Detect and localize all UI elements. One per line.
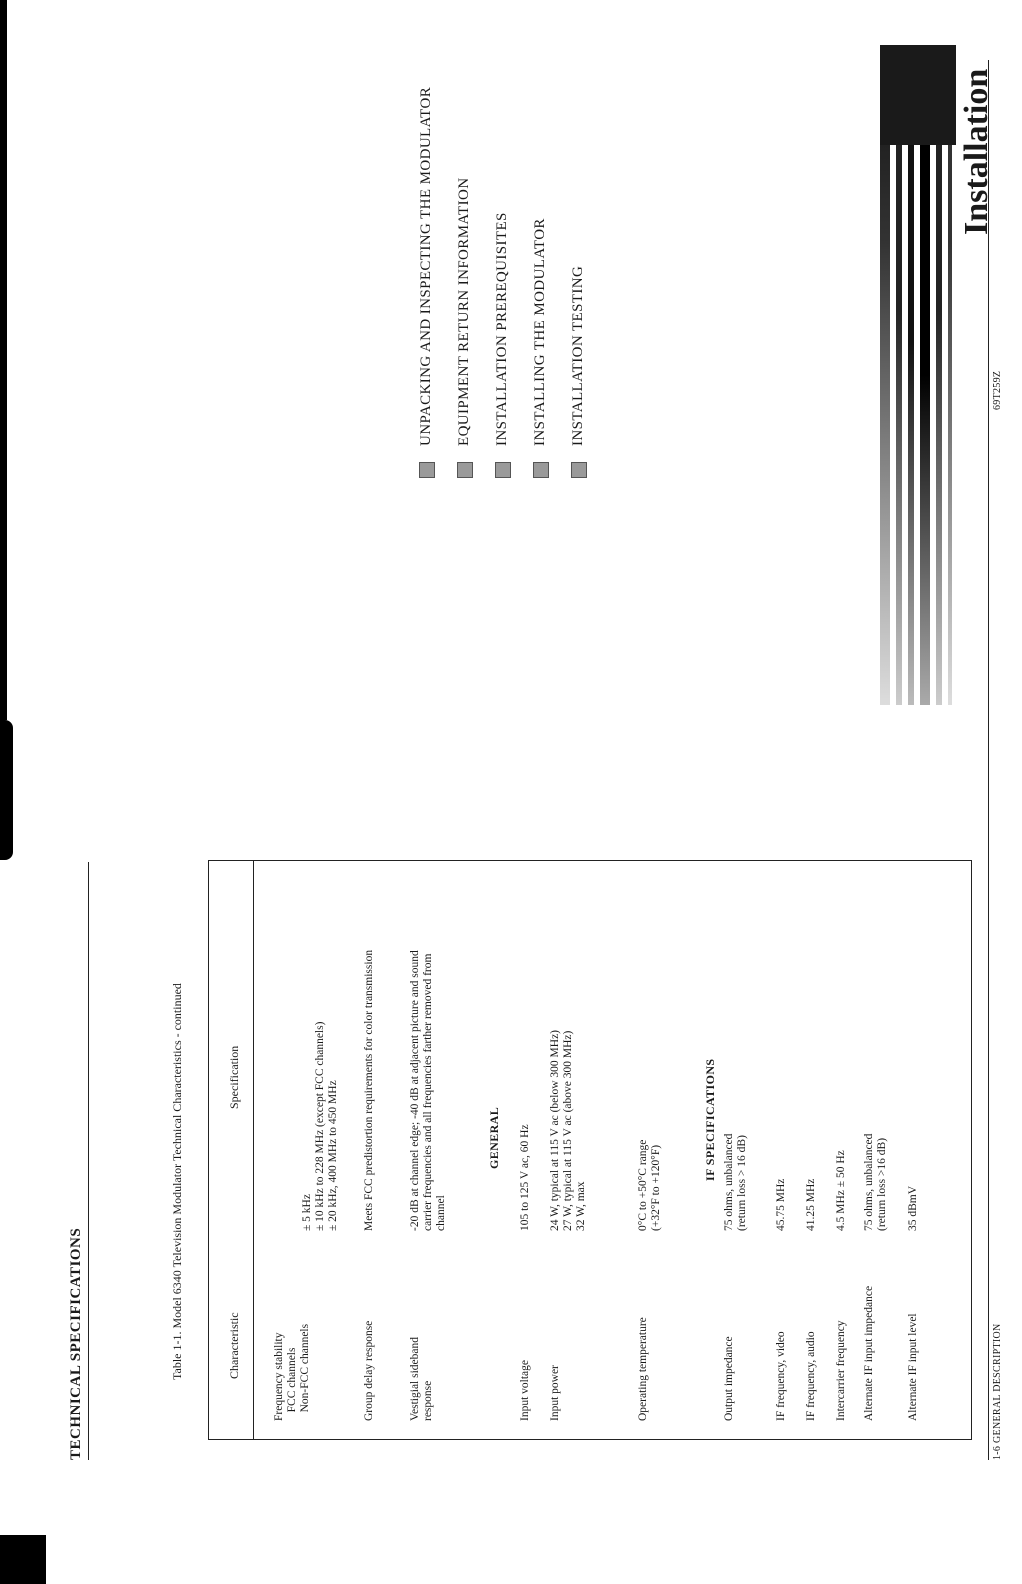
chapter-title: Installation (958, 68, 995, 235)
table-row-spec: 45.75 MHz (775, 1178, 787, 1231)
table-row-spec: 75 ohms, unbalanced (return loss >16 dB) (863, 1133, 888, 1231)
scan-edge-bulge (0, 720, 13, 860)
footer-right: 69T259Z (992, 370, 1003, 410)
topic-item: INSTALLATION TESTING (570, 266, 587, 478)
section-title: TECHNICAL SPECIFICATIONS (68, 1227, 84, 1460)
topic-item: EQUIPMENT RETURN INFORMATION (456, 178, 473, 478)
column-header-specification: Specification (227, 1045, 241, 1109)
table-row-spec: 41.25 MHz (805, 1178, 817, 1231)
chapter-topics (410, 18, 610, 478)
chapter-number-block (880, 45, 956, 145)
spec-table (208, 860, 972, 1440)
column-header-characteristic: Characteristic (227, 1312, 241, 1379)
footer-left: 1-6 GENERAL DESCRIPTION (992, 1323, 1003, 1460)
square-bullet-icon (457, 462, 473, 478)
square-bullet-icon (495, 462, 511, 478)
square-bullet-icon (419, 462, 435, 478)
scan-edge (0, 0, 7, 720)
topic-item: UNPACKING AND INSPECTING THE MODULATOR (418, 87, 435, 478)
header-rule (88, 862, 89, 1460)
chapter-banner (880, 45, 1000, 705)
topic-item: INSTALLATION PREREQUISITES (494, 212, 511, 478)
table-row-char: Output impedance (723, 1336, 735, 1421)
table-row-char: Operating temperature (637, 1317, 649, 1421)
square-bullet-icon (533, 462, 549, 478)
table-caption: Table 1-1. Model 6340 Television Modulator Technical Characteristics - continued (170, 983, 184, 1380)
table-row-char: Group delay response (363, 1320, 375, 1421)
table-row-spec: -20 dB at channel edge; -40 dB at adjacent picture and sound carrier frequencies and all frequencies farther removed from channel (409, 950, 447, 1231)
table-row-spec: 24 W, typical at 115 V ac (below 300 MHz) 27 W, typical at 115 V ac (above 300 MHz) 32 W, max (549, 1029, 587, 1231)
header-divider (253, 861, 254, 1439)
topic-item: INSTALLING THE MODULATOR (532, 218, 549, 478)
table-row-char: IF frequency, audio (805, 1331, 817, 1421)
table-row-spec: 75 ohms, unbalanced (return loss > 16 dB) (723, 1133, 748, 1231)
table-row-char: Input voltage (519, 1360, 531, 1421)
table-row-char: Frequency stability FCC channels Non-FCC channels (273, 1323, 311, 1421)
table-row-spec: 0°C to +50°C range (+32°F to +120°F) (637, 1139, 662, 1231)
table-row-spec: Meets FCC predistortion requirements for color transmission (363, 949, 375, 1231)
table-row-char: Intercarrier frequency (835, 1320, 847, 1421)
table-row-spec: ± 5 kHz ± 10 kHz to 228 MHz (except FCC channels) ± 20 kHz, 400 MHz to 450 MHz (301, 1021, 339, 1231)
group-heading-general: GENERAL (487, 1106, 501, 1169)
group-heading-if: IF SPECIFICATIONS (703, 1058, 717, 1181)
table-row-char: Alternate IF input impedance (863, 1285, 875, 1421)
table-row-spec: 4.5 MHz ± 50 Hz (835, 1150, 847, 1231)
table-row-char: IF frequency, video (775, 1331, 787, 1421)
table-row-char: Input power (549, 1365, 561, 1421)
square-bullet-icon (571, 462, 587, 478)
table-row-spec: 105 to 125 V ac, 60 Hz (519, 1124, 531, 1231)
table-row-char: Vestigial sideband response (409, 1337, 434, 1421)
table-row-spec: 35 dBmV (907, 1185, 919, 1231)
table-row-char: Alternate IF input level (907, 1313, 919, 1421)
scan-corner (0, 1535, 46, 1584)
